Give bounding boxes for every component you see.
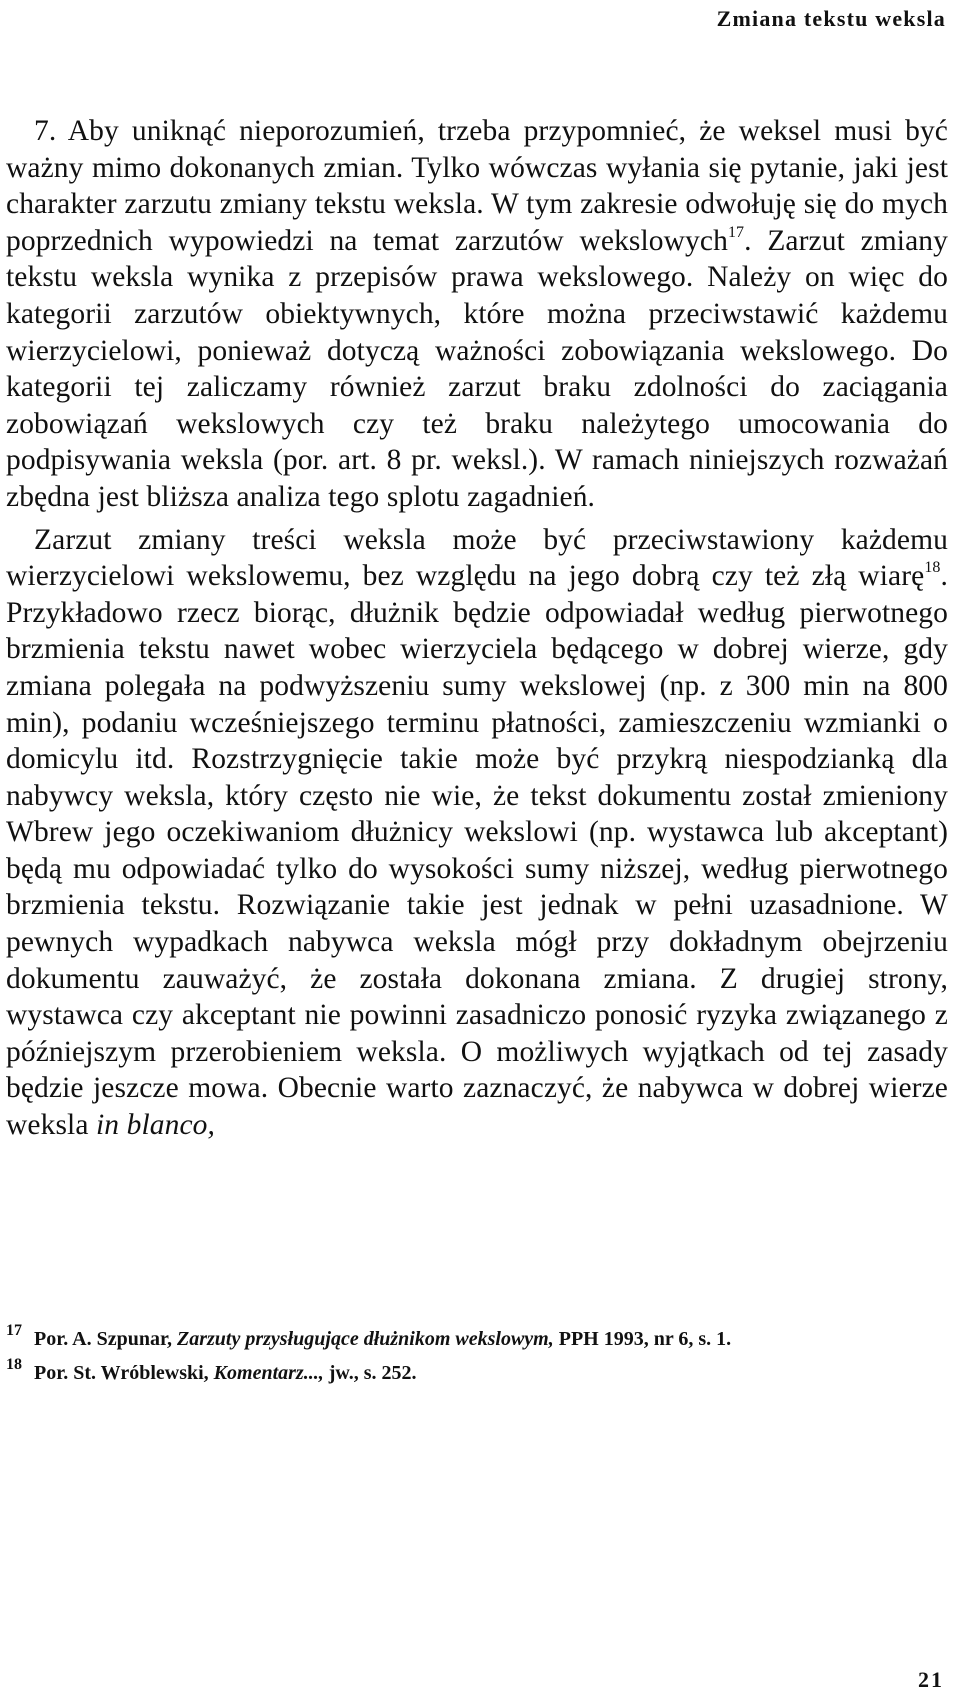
page-number: 21 bbox=[918, 1667, 944, 1692]
paragraph-1-text-b: . Zarzut zmiany tekstu weksla wynika z przepisów prawa wekslowego. Należy on więc do kategorii zarzutów obiektywnych, które można przeciwstawić każdemu wierzycielowi, ponieważ dotyczą ważności zobowiązania wekslowego. Do kategorii tej zaliczamy również zarzut braku zdolności do zaciągania zobowiązań wekslowych czy też braku należytego umocowania do podpisywania weksla (por. art. 8 pr. weksl.). W ramach niniejszych rozważań zbędna jest bliższa analiza tego splotu zagadnień. bbox=[6, 224, 949, 513]
footnote-text-after: PPH 1993, nr 6, s. 1. bbox=[553, 1328, 732, 1350]
paragraph-1-text-a: 7. Aby uniknąć nieporozumień, trzeba przypomnieć, że weksel musi być ważny mimo dokonanych zmian. Tylko wówczas wyłania się pytanie, jaki jest charakter zarzutu zmiany tekstu weksla. W tym zakresie odwołuję się do mych poprzednich wypowiedzi na temat zarzutów wekslowych bbox=[6, 115, 948, 257]
paragraph-2-italic-term: in blanco, bbox=[96, 1109, 215, 1142]
footnote-18 bbox=[6, 1356, 948, 1387]
footnotes bbox=[6, 1322, 948, 1387]
footnote-text-after: jw., s. 252. bbox=[323, 1362, 417, 1384]
footnote-17 bbox=[6, 1322, 948, 1353]
footnote-number: 17 bbox=[6, 1322, 22, 1339]
footnote-text bbox=[34, 1325, 948, 1353]
footnote-text-before: Por. A. Szpunar, bbox=[34, 1328, 178, 1350]
paragraph-2-text-b: . Przykładowo rzecz biorąc, dłużnik będzie odpowiadał według pierwotnego brzmienia tekstu nawet wobec wierzyciela będącego w dobrej wierze, gdy zmiana polegała na podwyższeniu sumy wekslowej (np. z 300 min na 800 min), podaniu wcześniejszego terminu płatności, zamieszczeniu wzmianki o domicylu itd. Rozstrzygnięcie takie może być przykrą niespodzianką dla nabywcy weksla, który często nie wie, że tekst dokumentu został zmieniony Wbrew jego oczekiwaniom dłużnicy wekslowi (np. wystawca lub akceptant) będą mu odpowiadać tylko do wysokości sumy niższej, według pierwotnego brzmienia tekstu. Rozwiązanie takie jest jednak w pełni uzasadnione. W pewnych wypadkach nabywca weksla mógł przy dokładnym obejrzeniu dokumentu zauważyć, że została dokonana zmiana. Z drugiej strony, wystawca czy akceptant nie powinni zasadniczo ponosić ryzyka związanego z późniejszym przerobieniem weksla. O możliwych wyjątkach od tej zasady będzie jeszcze mowa. Obecnie warto zaznaczyć, że nabywca w dobrej wierze weksla bbox=[6, 560, 948, 1142]
paragraph-2 bbox=[6, 522, 948, 1144]
footnote-title: Komentarz..., bbox=[213, 1362, 324, 1384]
running-header: Zmiana tekstu weksla bbox=[716, 6, 946, 31]
paragraph-1 bbox=[6, 113, 948, 516]
footnote-ref-18[interactable]: 18 bbox=[924, 559, 941, 577]
body-text bbox=[6, 113, 948, 1144]
footnote-text bbox=[34, 1359, 948, 1387]
footnote-number: 18 bbox=[6, 1356, 22, 1373]
footnote-ref-17[interactable]: 17 bbox=[727, 223, 745, 241]
footnote-title: Zarzuty przysługujące dłużnikom wekslowym, bbox=[177, 1328, 554, 1350]
paragraph-2-text-a: Zarzut zmiany treści weksla może być przeciwstawiony każdemu wierzycielowi wekslowemu, bez względu na jego dobrą czy też złą wiarę bbox=[6, 523, 948, 593]
footnote-text-before: Por. St. Wróblewski, bbox=[34, 1362, 214, 1384]
